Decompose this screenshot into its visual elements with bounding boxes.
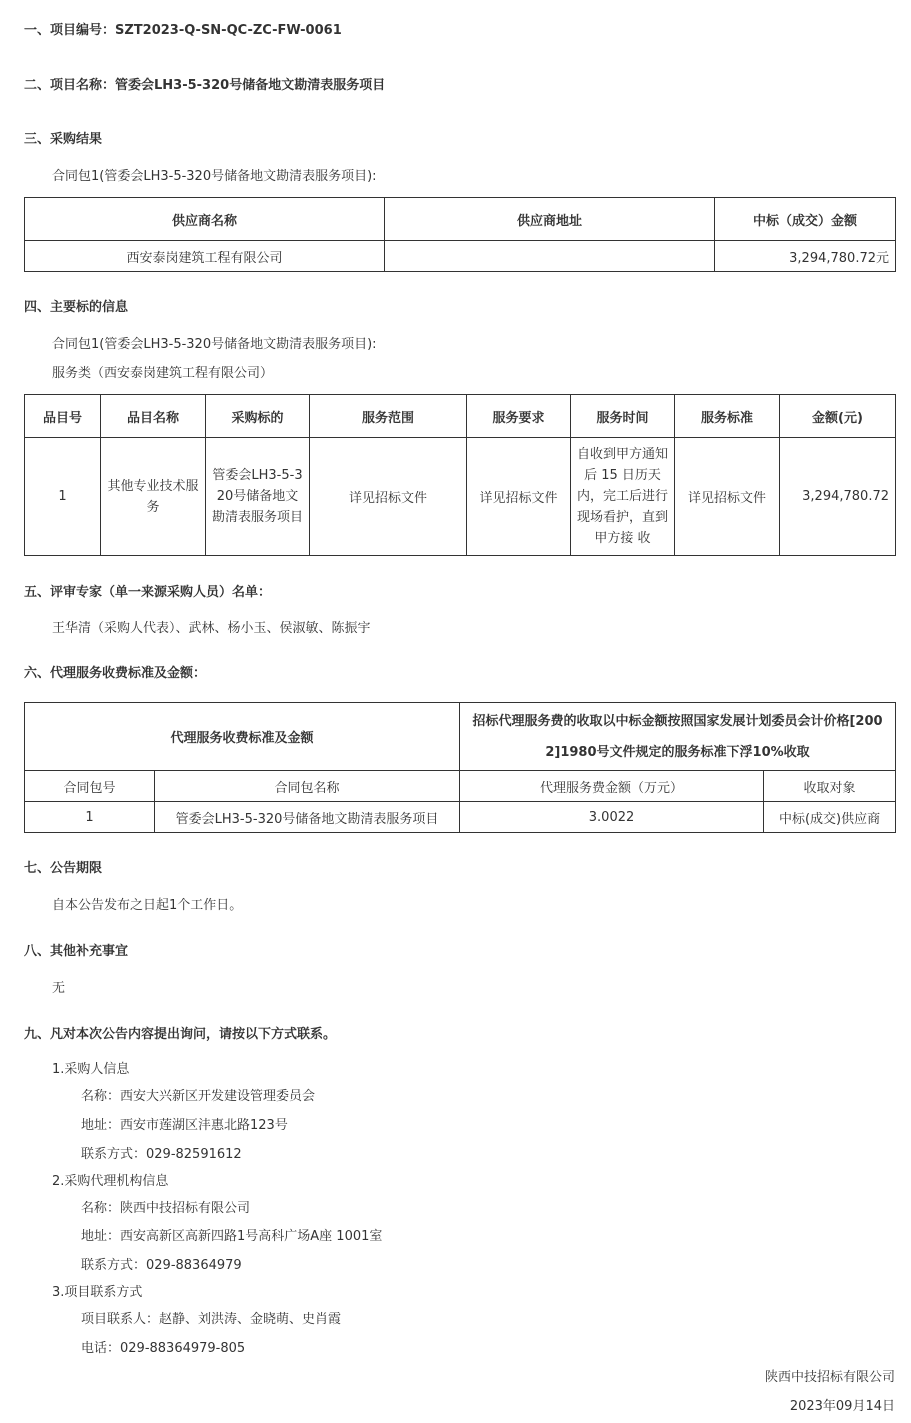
table-header-row — [25, 198, 896, 241]
section-4-package: 合同包1(管委会LH3-5-320号储备地文勘清表服务项目): — [52, 337, 377, 352]
header-item-no: 品目号 — [25, 395, 101, 438]
project-name-line — [24, 74, 385, 93]
bid-amount: 3,294,780.72元 — [715, 241, 896, 272]
header-supplier-name: 供应商名称 — [25, 198, 385, 241]
project-contact-people: 项目联系人：赵静、刘洪涛、金晓萌、史肖霞 — [81, 1312, 342, 1327]
header-bid-amount: 中标（成交）金额 — [715, 198, 896, 241]
header-fee-target: 收取对象 — [764, 771, 896, 802]
section-8-title: 八、其他补充事宜 — [24, 944, 129, 959]
item-name: 其他专业技术服务 — [101, 438, 206, 556]
agency-heading: 2.采购代理机构信息 — [52, 1174, 169, 1189]
subject: 管委会LH3-5-320号储备地文勘清表服务项目 — [206, 438, 310, 556]
section-6-title: 六、代理服务收费标准及金额： — [24, 666, 207, 681]
section-3-title: 三、采购结果 — [24, 132, 103, 147]
header-item-name: 品目名称 — [101, 395, 206, 438]
project-number-line — [24, 19, 342, 38]
header-standard: 服务标准 — [675, 395, 780, 438]
fee-standard-label: 代理服务收费标准及金额 — [25, 703, 460, 771]
package-no: 1 — [25, 802, 155, 833]
project-number-value: SZT2023-Q-SN-QC-ZC-FW-0061 — [115, 23, 342, 38]
section-5-title: 五、评审专家（单一来源采购人员）名单： — [24, 585, 272, 600]
table-header-row — [25, 703, 896, 771]
header-fee-amount: 代理服务费金额（万元） — [460, 771, 764, 802]
header-supplier-address: 供应商地址 — [385, 198, 715, 241]
project-name-value: 管委会LH3-5-320号储备地文勘清表服务项目 — [115, 78, 386, 93]
table-row — [25, 438, 896, 556]
table-row — [25, 802, 896, 833]
expert-names: 王华清（采购人代表）、武林、杨小玉、侯淑敏、陈振宇 — [52, 621, 371, 636]
header-requirement: 服务要求 — [467, 395, 571, 438]
section-3-package: 合同包1(管委会LH3-5-320号储备地文勘清表服务项目): — [52, 169, 377, 184]
supplier-name: 西安泰岗建筑工程有限公司 — [25, 241, 385, 272]
supplementary-text: 无 — [52, 981, 66, 996]
buyer-heading: 1.采购人信息 — [52, 1062, 130, 1077]
buyer-name: 名称：西安大兴新区开发建设管理委员会 — [81, 1089, 316, 1104]
section-4-category: 服务类（西安泰岗建筑工程有限公司） — [52, 366, 274, 381]
header-subject: 采购标的 — [206, 395, 310, 438]
fee-amount: 3.0022 — [460, 802, 764, 833]
package-name: 管委会LH3-5-320号储备地文勘清表服务项目 — [155, 802, 460, 833]
agency-name: 名称：陕西中技招标有限公司 — [81, 1201, 251, 1216]
section-4-title: 四、主要标的信息 — [24, 300, 129, 315]
footer-date: 2023年09月14日 — [789, 1399, 895, 1414]
header-package-no: 合同包号 — [25, 771, 155, 802]
table-row — [25, 241, 896, 272]
header-scope: 服务范围 — [310, 395, 467, 438]
supplier-address — [385, 241, 715, 272]
main-subject-table — [24, 394, 896, 556]
table-header-row — [25, 395, 896, 438]
fee-standard-description: 招标代理服务费的收取以中标金额按照国家发展计划委员会计价格[2002]1980号文件规定的服务标准下浮10%收取 — [460, 703, 896, 771]
header-package-name: 合同包名称 — [155, 771, 460, 802]
project-contact-heading: 3.项目联系方式 — [52, 1285, 143, 1300]
section-7-title: 七、公告期限 — [24, 861, 103, 876]
procurement-result-table — [24, 197, 896, 272]
section-9-title: 九、凡对本次公告内容提出询问，请按以下方式联系。 — [24, 1027, 337, 1042]
agency-fee-table — [24, 702, 896, 833]
requirement: 详见招标文件 — [467, 438, 571, 556]
project-name-label: 二、项目名称： — [24, 78, 116, 93]
amount: 3,294,780.72 — [780, 438, 896, 556]
footer-organization: 陕西中技招标有限公司 — [764, 1370, 895, 1385]
item-no: 1 — [25, 438, 101, 556]
standard: 详见招标文件 — [675, 438, 780, 556]
service-time: 自收到甲方通知后 15 日历天内，完工后进行现场看护，直到甲方接 收 — [571, 438, 675, 556]
scope: 详见招标文件 — [310, 438, 467, 556]
header-amount: 金额(元) — [780, 395, 896, 438]
table-subheader-row — [25, 771, 896, 802]
project-contact-phone: 电话：029-88364979-805 — [81, 1341, 246, 1356]
buyer-address: 地址：西安市莲湖区沣惠北路123号 — [81, 1118, 288, 1133]
project-number-label: 一、项目编号： — [24, 23, 116, 38]
buyer-contact: 联系方式：029-82591612 — [81, 1147, 242, 1162]
header-time: 服务时间 — [571, 395, 675, 438]
agency-address: 地址：西安高新区高新四路1号高科广场A座 1001室 — [81, 1229, 383, 1244]
fee-target: 中标(成交)供应商 — [764, 802, 896, 833]
agency-contact: 联系方式：029-88364979 — [81, 1258, 242, 1273]
notice-period-text: 自本公告发布之日起1个工作日。 — [52, 898, 243, 913]
